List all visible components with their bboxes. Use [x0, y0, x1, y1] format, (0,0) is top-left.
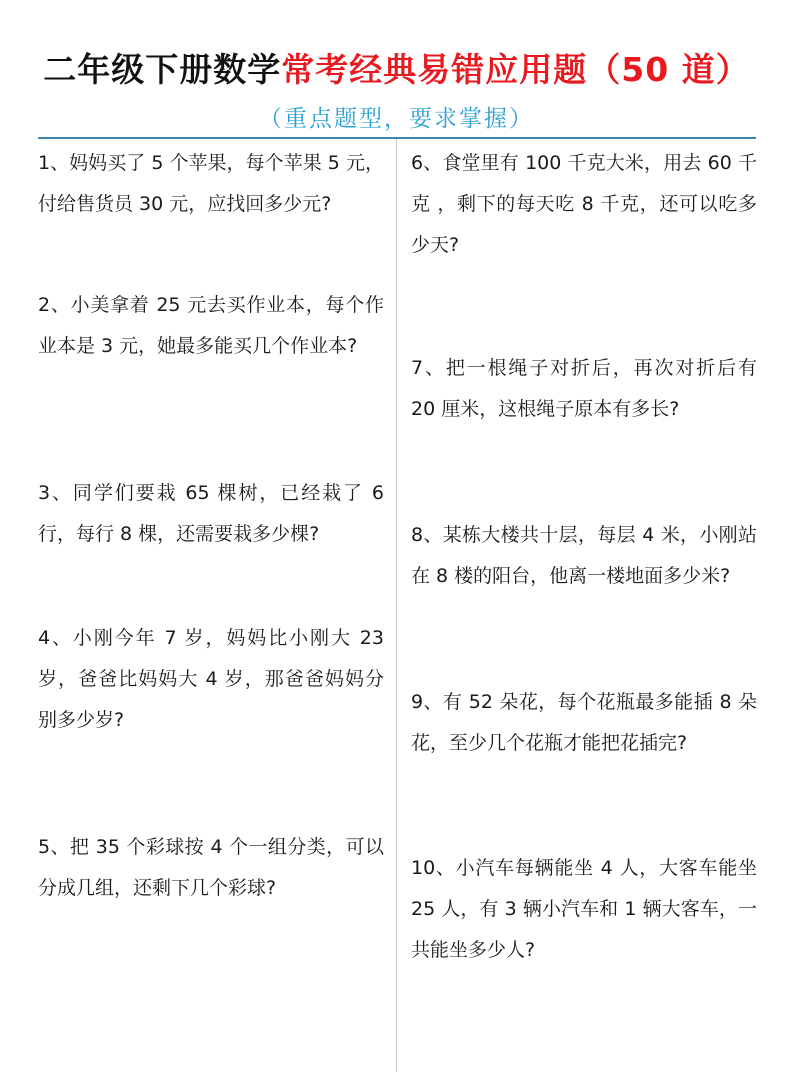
page-subtitle: （重点题型，要求掌握） [259, 106, 534, 132]
question-5: 5、把 35 个彩球按 4 个一组分类，可以分成几组，还剩下几个彩球? [38, 836, 384, 899]
title-part-1: 二年级下册数学 [43, 50, 282, 89]
question-10: 10、小汽车每辆能坐 4 人，大客车能坐 25 人，有 3 辆小汽车和 1 辆大客车，一共能坐多少人? [411, 857, 757, 961]
question-4: 4、小刚今年 7 岁，妈妈比小刚大 23 岁，爸爸比妈妈大 4 岁，那爸爸妈妈分别多少岁? [38, 627, 384, 731]
question-6: 6、食堂里有 100 千克大米，用去 60 千克 ，剩下的每天吃 8 千克，还可以吃多少天? [411, 152, 757, 256]
title-part-2: 常考经典易错应用题（50 道） [281, 50, 750, 89]
header-divider [38, 137, 756, 139]
page-title [0, 44, 793, 91]
question-3: 3、同学们要栽 65 棵树，已经栽了 6 行，每行 8 棵，还需要栽多少棵? [38, 482, 384, 545]
column-divider [396, 139, 397, 1072]
question-7: 7、把一根绳子对折后，再次对折后有 20 厘米，这根绳子原本有多长? [411, 357, 757, 420]
question-8: 8、某栋大楼共十层，每层 4 米，小刚站在 8 楼的阳台，他离一楼地面多少米? [411, 524, 757, 587]
question-2: 2、小美拿着 25 元去买作业本，每个作业本是 3 元，她最多能买几个作业本? [38, 294, 384, 357]
question-1: 1、妈妈买了 5 个苹果，每个苹果 5 元，付给售货员 30 元，应找回多少元? [38, 152, 384, 215]
question-9: 9、有 52 朵花，每个花瓶最多能插 8 朵花，至少几个花瓶才能把花插完? [411, 691, 757, 754]
